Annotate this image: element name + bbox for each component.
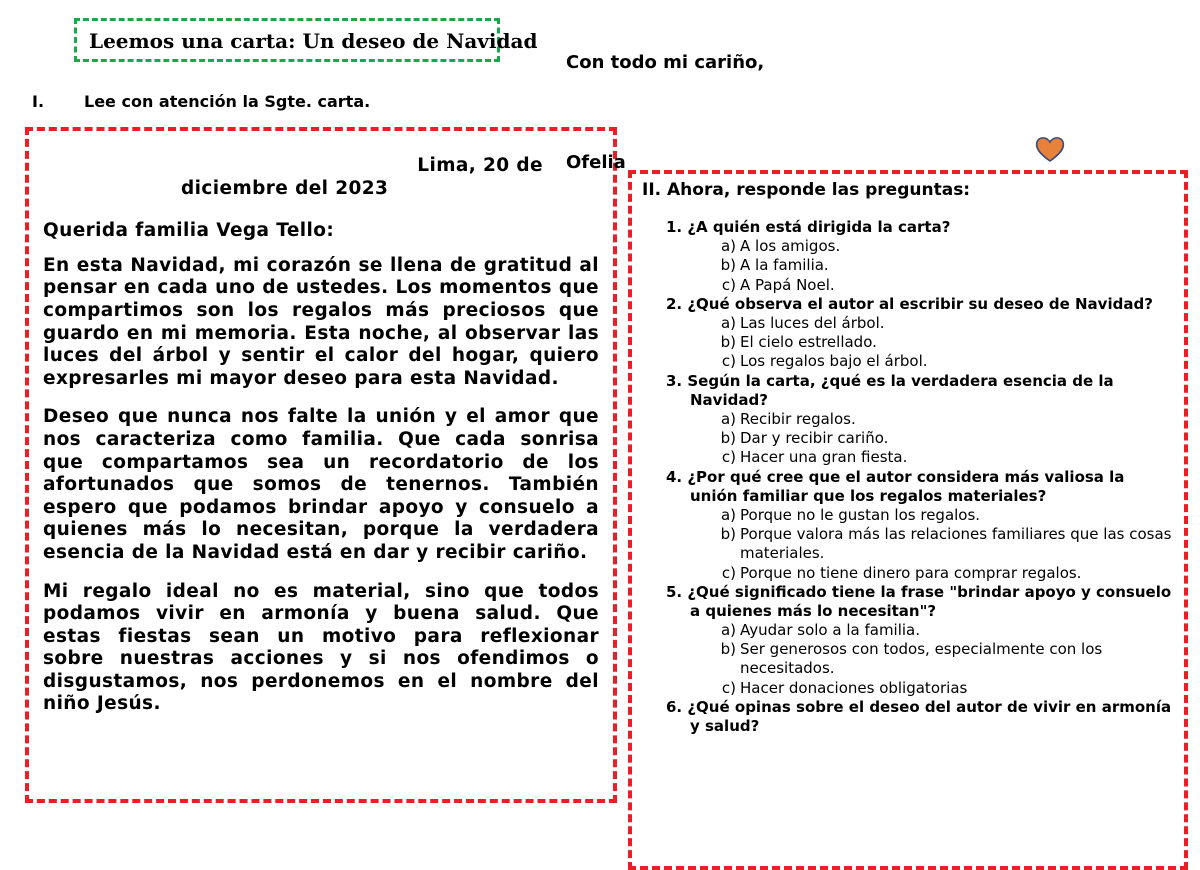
option: [690, 352, 1176, 371]
option-letter: a): [720, 409, 736, 428]
heart-icon: [1034, 135, 1066, 163]
option: [690, 448, 1176, 467]
option-letter: c): [721, 563, 736, 582]
question-5: 5. ¿Qué significado tiene la frase "brindar apoyo y consuelo a quienes más lo necesitan"?: [666, 582, 1172, 620]
option-letter: c): [721, 448, 736, 467]
option: [690, 276, 1176, 295]
section-1-number: I.: [32, 92, 45, 111]
option-text: Dar y recibir cariño.: [740, 429, 889, 448]
option-letter: c): [721, 678, 736, 697]
letter-date-line1: Lima, 20 de: [417, 155, 543, 176]
option-text: Hacer una gran fiesta.: [740, 448, 908, 467]
section-1-instruction: [32, 92, 370, 111]
option-text: Las luces del árbol.: [740, 313, 885, 332]
letter-paragraph: En esta Navidad, mi corazón se llena de gratitud al pensar en cada uno de ustedes. Los momentos que compartimos son los regalos más preciosos que guardo en mi memoria. Esta noche, al observar las luces del árbol y sentir el calor del hogar, quiero expresarles mi mayor deseo para esta Navidad.: [43, 254, 599, 389]
option-letter: c): [721, 275, 736, 294]
question-1-options: [642, 237, 1176, 295]
option: [690, 429, 1176, 448]
option: [690, 256, 1176, 275]
option: [690, 679, 1176, 698]
question-4-options: [642, 506, 1176, 583]
letter-greeting: Querida familia Vega Tello:: [43, 220, 335, 242]
option-letter: b): [720, 524, 736, 543]
option: [690, 506, 1176, 525]
option-text: A los amigos.: [740, 237, 841, 255]
option-text: A la familia.: [740, 256, 829, 275]
question-2-options: [642, 314, 1176, 372]
option-text: Porque no le gustan los regalos.: [740, 505, 981, 524]
option-letter: a): [720, 505, 736, 524]
letter-paragraph: Mi regalo ideal no es material, sino que todos podamos vivir en armonía y buena salud. Que estas fiestas sean un motivo para reflexionar sobre nuestras acciones y si nos ofendimos o disgustamos, nos perdonemos en el nombre del niño Jesús.: [43, 580, 599, 715]
option-letter: b): [720, 256, 736, 275]
option-text: El cielo estrellado.: [740, 333, 877, 352]
option: [690, 314, 1176, 333]
worksheet-title: Leemos una carta: Un deseo de Navidad: [74, 18, 500, 62]
option: [690, 333, 1176, 352]
question-1: 1. ¿A quién está dirigida la carta?: [666, 218, 951, 236]
question-5-options: [642, 621, 1176, 698]
option-text: Recibir regalos.: [740, 409, 856, 428]
letter-signature: Ofelia: [566, 152, 626, 173]
letter-paragraph: Deseo que nunca nos falte la unión y el amor que nos caracteriza como familia. Que cada sonrisa que compartamos sea un recordatorio de los afortunados que somos de tenernos. También espero que podamos brindar apoyo y consuelo a quienes más lo necesitan, porque la verdadera esencia de la Navidad está en dar y recibir cariño.: [43, 406, 599, 563]
option-letter: c): [721, 352, 736, 371]
question-3: 3. Según la carta, ¿qué es la verdadera esencia de la Navidad?: [666, 371, 1114, 409]
option: [690, 525, 1176, 564]
letter-box: [25, 127, 617, 803]
question-4: 4. ¿Por qué cree que el autor considera más valiosa la unión familiar que los regalos materiales?: [666, 467, 1125, 505]
option-letter: b): [720, 333, 736, 352]
option-letter: b): [720, 640, 736, 659]
question-2: 2. ¿Qué observa el autor al escribir su deseo de Navidad?: [666, 294, 1153, 313]
option-text: Ayudar solo a la familia.: [740, 620, 921, 639]
option-text: A Papá Noel.: [740, 275, 835, 294]
option-letter: a): [720, 620, 736, 639]
option: [690, 621, 1176, 640]
option-letter: b): [720, 429, 736, 448]
section-1-text: Lee con atención la Sgte. carta.: [84, 92, 371, 111]
question-list: [642, 218, 1176, 736]
questions-box: [628, 170, 1188, 870]
option: [690, 564, 1176, 583]
option-text: Hacer donaciones obligatorias: [740, 678, 968, 697]
option-text: Porque no tiene dinero para comprar regalos.: [740, 563, 1082, 582]
option-text: Porque valora más las relaciones familiares que las cosas materiales.: [740, 524, 1172, 563]
option-text: Los regalos bajo el árbol.: [740, 352, 928, 371]
option-letter: a): [720, 237, 736, 255]
letter-closing: Con todo mi cariño,: [566, 52, 765, 73]
option-letter: a): [720, 313, 736, 332]
option: [690, 640, 1176, 679]
section-2-heading: II. Ahora, responde las preguntas:: [642, 180, 971, 200]
question-6: 6. ¿Qué opinas sobre el deseo del autor de vivir en armonía y salud?: [666, 698, 1172, 736]
option-text: Ser generosos con todos, especialmente con los necesitados.: [740, 640, 1103, 678]
letter-date-line2: diciembre del 2023: [181, 177, 389, 199]
option: [690, 237, 1176, 256]
question-3-options: [642, 410, 1176, 468]
option: [690, 410, 1176, 429]
